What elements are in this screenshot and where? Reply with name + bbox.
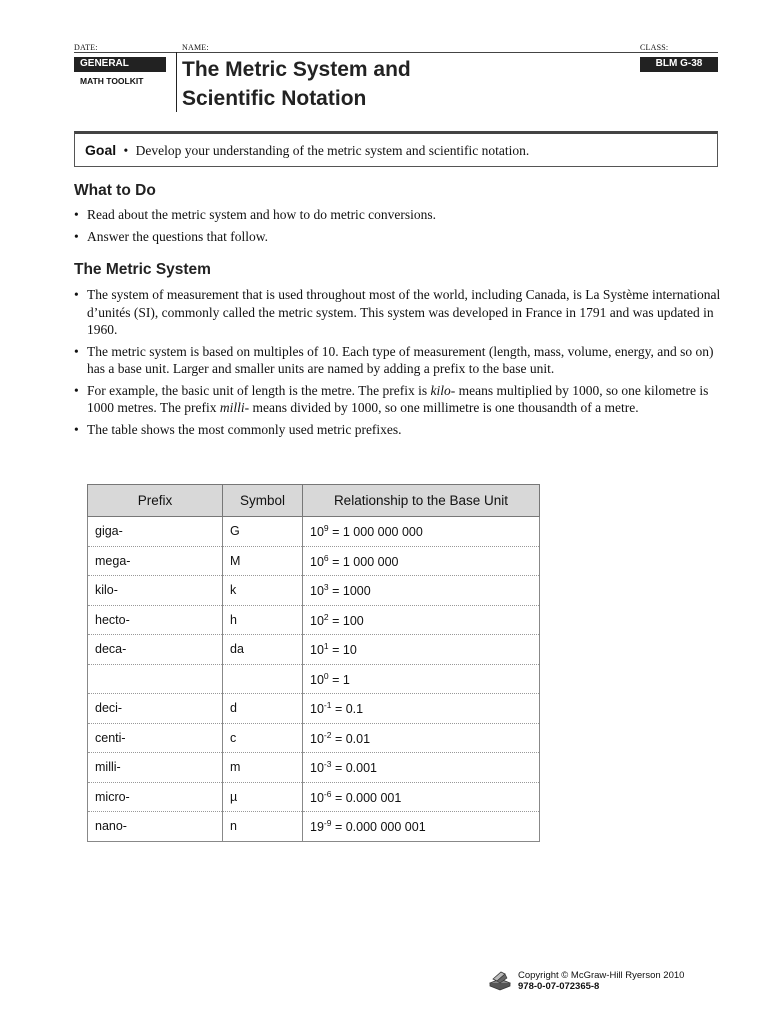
power-value: = 1 — [328, 672, 350, 687]
relationship-cell — [303, 605, 540, 635]
symbol-cell: h — [223, 605, 303, 635]
power-value: = 0.1 — [331, 702, 364, 717]
table-row — [88, 605, 540, 635]
text-run: For example, the basic unit of length is the metre. The prefix is — [87, 382, 431, 398]
power-base: 19 — [310, 820, 324, 835]
relationship-cell — [303, 694, 540, 724]
power-exponent: 0 — [323, 670, 329, 681]
isbn-text: 978-0-07-072365-8 — [518, 981, 600, 992]
table-row — [88, 517, 540, 547]
list-item: • Answer the questions that follow. — [74, 228, 724, 246]
symbol-cell: n — [223, 812, 303, 842]
blm-badge: BLM G-38 — [640, 57, 718, 72]
relationship-cell — [303, 517, 540, 547]
goal-box — [74, 131, 718, 167]
power-base: 10 — [310, 672, 324, 687]
power-exponent: 3 — [323, 582, 329, 593]
power-exponent: -9 — [323, 818, 332, 829]
metric-system-list — [74, 286, 724, 442]
header-symbol: Symbol — [223, 485, 303, 517]
relationship-cell — [303, 723, 540, 753]
table-row — [88, 664, 540, 694]
list-item: • The metric system is based on multiples of 10. Each type of measurement (length, mass, volume, energy, and so on) has a base unit. Larger and smaller units are named by adding a prefix to the base unit. — [74, 343, 724, 378]
text-run: means divided by 1000, so one millimetre is one thousandth of a metre. — [249, 400, 639, 415]
class-label: CLASS: — [640, 43, 669, 52]
power-base: 10 — [310, 584, 324, 599]
power-base: 10 — [310, 643, 324, 658]
power-value: = 1 000 000 000 — [328, 525, 423, 540]
prefix-cell: micro- — [88, 782, 223, 812]
power-base: 10 — [310, 790, 324, 805]
header-relationship: Relationship to the Base Unit — [303, 485, 540, 517]
power-value: = 10 — [328, 643, 357, 658]
prefix-cell: deca- — [88, 635, 223, 665]
power-value: = 1 000 000 — [328, 554, 399, 569]
power-value: = 100 — [328, 613, 364, 628]
power-exponent: 9 — [323, 523, 329, 534]
prefix-cell: centi- — [88, 723, 223, 753]
power-base: 10 — [310, 702, 324, 717]
power-exponent: 1 — [323, 641, 329, 652]
relationship-cell — [303, 664, 540, 694]
list-item: • The system of measurement that is used throughout most of the world, including Canada, is La Système international d’unités (SI), commonly called the metric system. This system was developed in France in 1791 and was updated in 1960. — [74, 286, 724, 339]
table-header-row — [88, 485, 540, 517]
table-row — [88, 576, 540, 606]
table-row — [88, 812, 540, 842]
symbol-cell: µ — [223, 782, 303, 812]
table-row — [88, 782, 540, 812]
power-value: = 0.001 — [331, 761, 377, 776]
goal-text: Develop your understanding of the metric system and scientific notation. — [135, 143, 530, 158]
text-run: means multiplied by 1000, so one kilometre is 1000 metres. The prefix — [87, 382, 709, 415]
title-line-2: Scientific Notation — [182, 87, 367, 110]
power-exponent: 6 — [323, 552, 329, 563]
table-row — [88, 694, 540, 724]
symbol-cell: c — [223, 723, 303, 753]
prefix-cell: deci- — [88, 694, 223, 724]
power-value: = 0.000 001 — [331, 790, 402, 805]
header-divider — [176, 52, 177, 112]
toolkit-label: MATH TOOLKIT — [80, 76, 144, 86]
table-row — [88, 723, 540, 753]
prefix-cell: kilo- — [88, 576, 223, 606]
power-exponent: -2 — [323, 729, 332, 740]
power-value: = 0.000 000 001 — [331, 820, 426, 835]
power-base: 10 — [310, 761, 324, 776]
header-prefix: Prefix — [88, 485, 223, 517]
relationship-cell — [303, 635, 540, 665]
relationship-cell — [303, 576, 540, 606]
power-value: = 1000 — [328, 584, 371, 599]
prefix-cell: mega- — [88, 546, 223, 576]
what-to-do-list — [74, 206, 724, 249]
table-row — [88, 753, 540, 783]
symbol-cell: M — [223, 546, 303, 576]
power-exponent: -3 — [323, 759, 332, 770]
prefix-cell: milli- — [88, 753, 223, 783]
prefix-cell — [88, 664, 223, 694]
list-item: • The table shows the most commonly used metric prefixes. — [74, 421, 724, 439]
table-row — [88, 546, 540, 576]
symbol-cell: G — [223, 517, 303, 547]
list-item: • Read about the metric system and how to do metric conversions. — [74, 206, 724, 224]
series-badge: GENERAL — [74, 57, 166, 72]
header-rule — [74, 52, 718, 53]
metric-system-heading: The Metric System — [74, 261, 211, 278]
page-title — [182, 55, 411, 113]
relationship-cell — [303, 812, 540, 842]
list-item — [74, 382, 724, 417]
goal-label: Goal — [85, 142, 117, 158]
symbol-cell: m — [223, 753, 303, 783]
metric-prefix-table — [87, 484, 540, 842]
footer — [518, 970, 684, 992]
book-stack-icon — [487, 969, 513, 991]
prefix-cell: nano- — [88, 812, 223, 842]
what-to-do-heading: What to Do — [74, 182, 156, 199]
date-label: DATE: — [74, 43, 98, 52]
relationship-cell — [303, 546, 540, 576]
copyright-text: Copyright © McGraw-Hill Ryerson 2010 — [518, 970, 685, 981]
goal-separator: • — [123, 143, 129, 158]
prefix-cell: hecto- — [88, 605, 223, 635]
kilo-term: kilo- — [430, 382, 456, 398]
prefix-cell: giga- — [88, 517, 223, 547]
relationship-cell — [303, 753, 540, 783]
power-base: 10 — [310, 613, 324, 628]
power-base: 10 — [310, 554, 324, 569]
symbol-cell — [223, 664, 303, 694]
power-base: 10 — [310, 731, 324, 746]
relationship-cell — [303, 782, 540, 812]
symbol-cell: da — [223, 635, 303, 665]
power-value: = 0.01 — [331, 731, 371, 746]
title-line-1: The Metric System and — [182, 58, 411, 81]
symbol-cell: k — [223, 576, 303, 606]
power-exponent: 2 — [323, 611, 329, 622]
symbol-cell: d — [223, 694, 303, 724]
power-exponent: -6 — [323, 788, 332, 799]
power-base: 10 — [310, 525, 324, 540]
power-exponent: -1 — [323, 700, 332, 711]
table-row — [88, 635, 540, 665]
milli-term: milli- — [219, 400, 250, 415]
name-label: NAME: — [182, 43, 209, 52]
